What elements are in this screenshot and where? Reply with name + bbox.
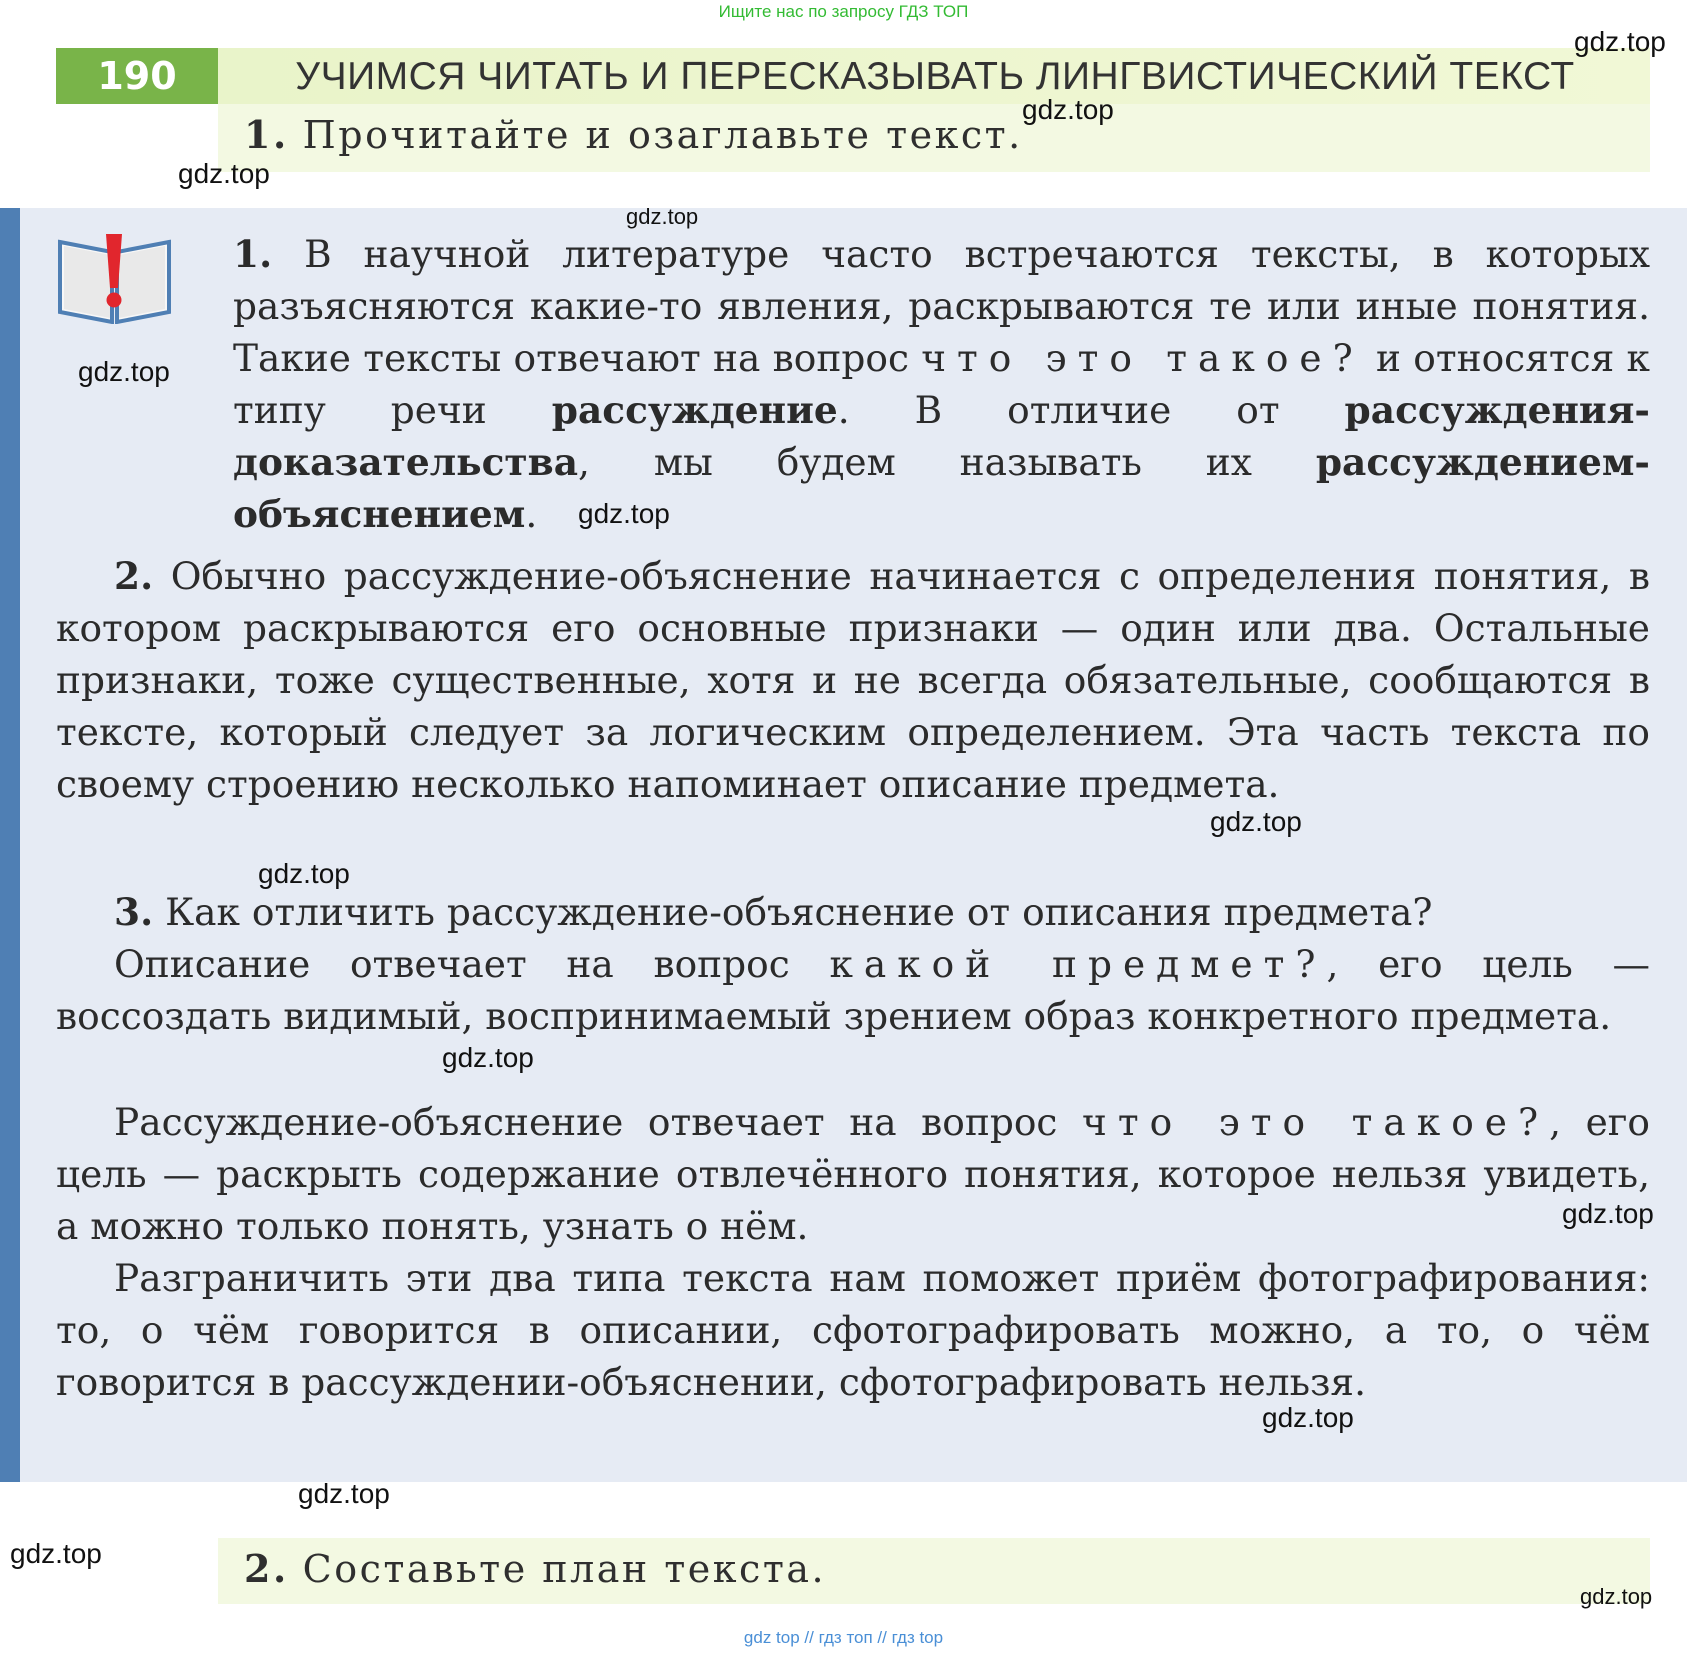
watermark: gdz.top xyxy=(1580,1584,1653,1609)
task-2 xyxy=(244,1544,826,1594)
rule-paragraph-3-number: 3. xyxy=(114,890,154,934)
rule-paragraph-4: Описание отвечает на вопрос какой предмет?, его цель — воссоздать видимый, воспринимаемый зрением образ конкретного предмета. xyxy=(56,942,1650,1038)
task-1-number: 1. xyxy=(244,112,289,157)
section-title: УЧИМСЯ ЧИТАТЬ И ПЕРЕСКАЗЫВАТЬ ЛИНГВИСТИЧЕСКИЙ ТЕКСТ xyxy=(295,55,1575,98)
rule-paragraph-2-number: 2. xyxy=(114,554,154,598)
bottom-banner: gdz top // гдз топ // гдз top xyxy=(743,1628,944,1647)
rule-paragraph-2: 2. Обычно рассуждение-объяснение начинается с определения понятия, в котором раскрываются его основные признаки — один или два. Остальные признаки, тоже существенные, хотя и не всегда обязательные, сообщаются в тексте, который следует за логическим определением. Эта часть текста по своему строению несколько напоминает описание предмета. xyxy=(56,554,1650,806)
watermark: gdz.top xyxy=(78,356,170,387)
watermark: gdz.top xyxy=(1210,806,1302,837)
watermark: gdz.top xyxy=(178,158,270,189)
watermark: gdz.top xyxy=(442,1042,534,1073)
term-reasoning-proof: рассуждения-доказательства xyxy=(233,388,1650,484)
watermark: gdz.top xyxy=(1574,26,1666,57)
watermark: gdz.top xyxy=(298,1478,390,1509)
watermark: gdz.top xyxy=(626,204,699,229)
task-1-text: Прочитайте и озаглавьте текст. xyxy=(302,113,1023,157)
rule-paragraph-3: 3. Как отличить рассуждение-объяснение от описания предмета? xyxy=(114,890,1433,934)
watermark: gdz.top xyxy=(258,858,350,889)
rule-paragraph-6: Разграничить эти два типа текста нам поможет приём фотографирования: то, о чём говорится в описании, сфотографировать можно, а то, о чём говорится в рассуждении-объяснении, сфотографировать нельзя. xyxy=(56,1256,1650,1404)
question-what-is-it: что это такое? xyxy=(921,336,1364,380)
task-2-text: Составьте план текста. xyxy=(302,1547,827,1591)
rule-paragraph-1: 1. В научной литературе часто встречаются тексты, в которых разъясняются какие-то явления, раскрываются те или иные понятия. Такие тексты отвечают на вопрос что это такое? и относятся к типу речи рассуждение. В отличие от рассуждения-доказательства, мы будем называть их рассуждением-объяснением. xyxy=(233,232,1650,536)
question-what-is-it-2: что это такое? xyxy=(1082,1100,1550,1144)
watermark: gdz.top xyxy=(578,498,670,529)
task-1 xyxy=(244,110,1023,160)
rule-stripe xyxy=(0,208,20,1482)
watermark: gdz.top xyxy=(1262,1402,1354,1433)
watermark: gdz.top xyxy=(10,1538,102,1569)
watermark: gdz.top xyxy=(1562,1198,1654,1229)
rule-paragraph-1-number: 1. xyxy=(233,232,273,276)
watermark: gdz.top xyxy=(1022,94,1114,125)
page-number: 190 xyxy=(56,48,218,104)
question-what-object: какой предмет? xyxy=(829,942,1327,986)
term-reasoning: рассуждение xyxy=(551,388,838,432)
top-banner: Ищите нас по запросу ГДЗ ТОП xyxy=(718,2,969,21)
term-reasoning-explanation: рассуждением-объяснением xyxy=(233,440,1650,536)
rule-paragraph-5: Рассуждение-объяснение отвечает на вопрос что это такое?, его цель — раскрыть содержание отвлечённого понятия, которое нельзя увидеть, а можно только понять, узнать о нём. xyxy=(56,1100,1651,1248)
task-2-number: 2. xyxy=(244,1546,289,1591)
